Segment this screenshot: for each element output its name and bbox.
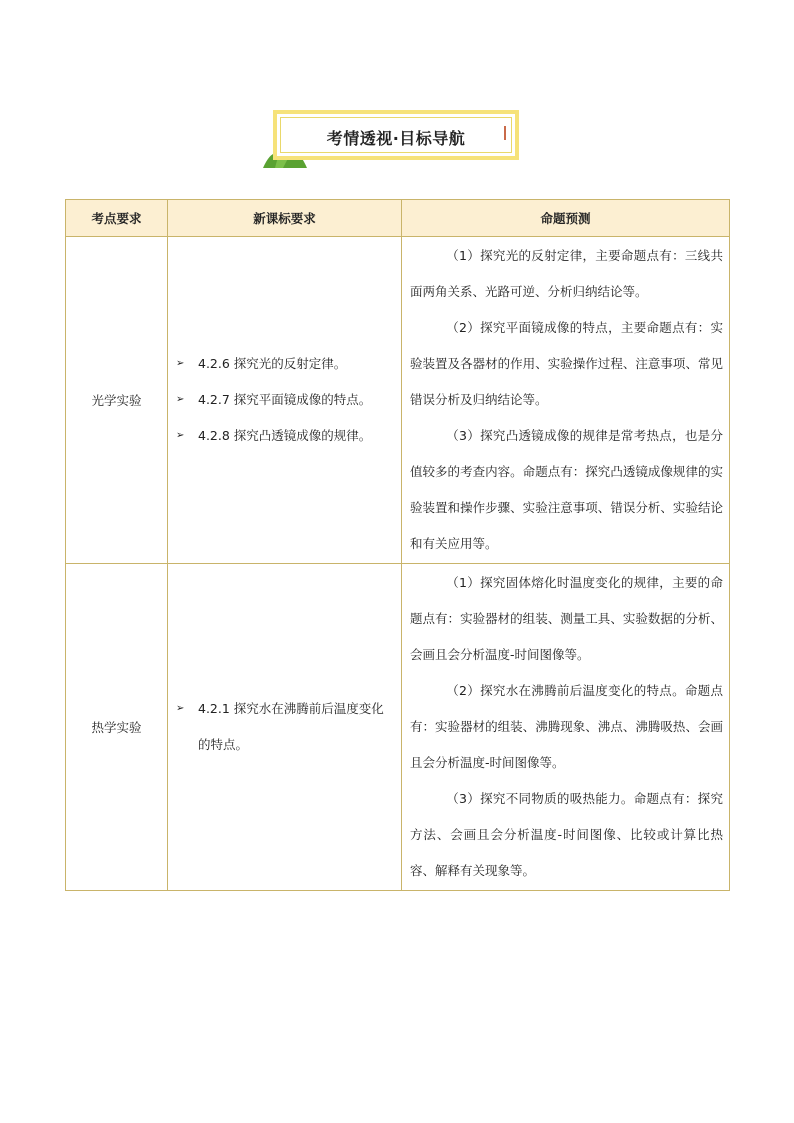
arrow-bullet-icon: ➢ bbox=[176, 430, 185, 441]
table-header-row bbox=[66, 200, 730, 237]
arrow-bullet-icon: ➢ bbox=[176, 703, 185, 714]
prediction-cell bbox=[402, 564, 730, 891]
list-item: ➢ 4.2.7 探究平面镜成像的特点。 bbox=[176, 382, 395, 418]
arrow-bullet-icon: ➢ bbox=[176, 358, 185, 369]
banner-title: 考情透视·目标导航 bbox=[326, 129, 466, 148]
list-item: ➢ 4.2.1 探究水在沸腾前后温度变化的特点。 bbox=[176, 691, 395, 763]
header-prediction: 命题预测 bbox=[402, 200, 730, 237]
prediction-cell bbox=[402, 237, 730, 564]
table-row bbox=[66, 237, 730, 564]
prediction-paragraph: （2）探究水在沸腾前后温度变化的特点。命题点有：实验器材的组装、沸腾现象、沸点、沸腾吸热、会画且会分析温度-时间图像等。 bbox=[410, 683, 723, 770]
title-banner bbox=[263, 110, 525, 168]
prediction-paragraph: （1）探究光的反射定律，主要命题点有：三线共面两角关系、光路可逆、分析归纳结论等。 bbox=[410, 248, 723, 299]
banner-frame bbox=[273, 110, 519, 160]
requirements-cell bbox=[168, 564, 402, 891]
requirements-cell bbox=[168, 237, 402, 564]
table-row bbox=[66, 564, 730, 891]
list-item: ➢ 4.2.8 探究凸透镜成像的规律。 bbox=[176, 418, 395, 454]
prediction-paragraph: （3）探究不同物质的吸热能力。命题点有：探究方法、会画且会分析温度-时间图像、比较或计算比热容、解释有关现象等。 bbox=[410, 791, 723, 878]
list-item: ➢ 4.2.6 探究光的反射定律。 bbox=[176, 346, 395, 382]
arrow-bullet-icon: ➢ bbox=[176, 394, 185, 405]
prediction-paragraph: （2）探究平面镜成像的特点，主要命题点有：实验装置及各器材的作用、实验操作过程、注意事项、常见错误分析及归纳结论等。 bbox=[410, 320, 723, 407]
topic-cell: 光学实验 bbox=[66, 237, 168, 564]
header-topic: 考点要求 bbox=[66, 200, 168, 237]
requirements-table bbox=[65, 199, 730, 891]
banner-accent bbox=[504, 126, 506, 140]
topic-cell: 热学实验 bbox=[66, 564, 168, 891]
prediction-paragraph: （3）探究凸透镜成像的规律是常考热点，也是分值较多的考查内容。命题点有：探究凸透镜成像规律的实验装置和操作步骤、实验注意事项、错误分析、实验结论和有关应用等。 bbox=[410, 428, 723, 551]
prediction-paragraph: （1）探究固体熔化时温度变化的规律，主要的命题点有：实验器材的组装、测量工具、实验数据的分析、会画且会分析温度-时间图像等。 bbox=[410, 575, 723, 662]
header-curriculum: 新课标要求 bbox=[168, 200, 402, 237]
